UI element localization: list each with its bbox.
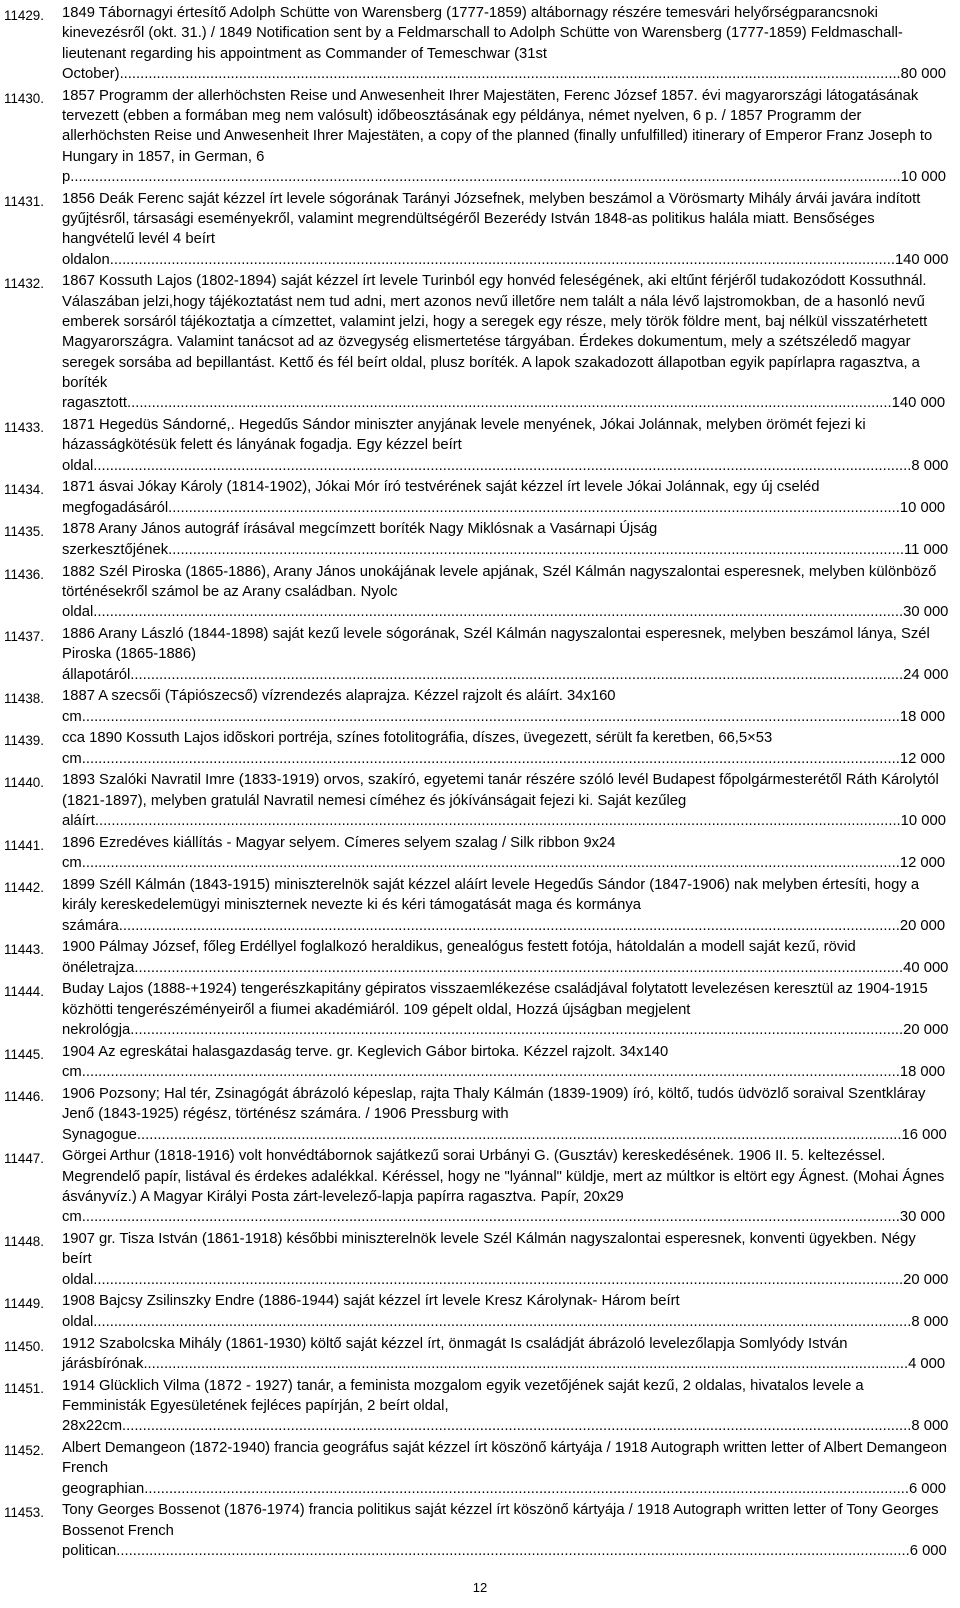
entry-description: Albert Demangeon (1872-1940) francia geográfus saját kézzel írt köszönő kártyája / 1918 Autograph written letter of Albert Demangeon French geographian: [62, 1439, 948, 1497]
entry-leader-dots: .........................................................................................................................................................................................................: [74, 168, 901, 185]
entry-description: 1900 Pálmay József, főleg Erdéllyel foglalkozó heraldikus, genealógus festett fotója, hátoldalán a modell saját kezű, rövid önéletrajza.: [62, 939, 856, 976]
catalog-entry: [0, 686, 960, 727]
entry-description: 1914 Glücklich Vilma (1872 - 1927) tanár, a feminista mozgalom egyik vezetőjének saját kezű, 2 oldalas, hivatalos levele a Femministák Egyesületének fejléces papírján, 2 beírt oldal, 28x22cm.: [62, 1377, 864, 1435]
entry-leader-dots: ..........................................................................................................................................................................................: [143, 1355, 909, 1372]
entry-leader-dots: .................................................................................................................................................................................................: [116, 1542, 910, 1559]
catalog-entry: [0, 875, 960, 936]
entry-number: 11440.: [4, 775, 44, 791]
entry-number: 11451.: [4, 1380, 44, 1396]
entry-price: 20 000: [903, 1022, 949, 1039]
catalog-entry: [0, 1438, 960, 1499]
entry-number: 11447.: [4, 1151, 44, 1167]
entry-description: 1857 Programm der allerhöchsten Reise und Anwesenheit Ihrer Majestäten, Ferenc József 1857. évi magyarországi látogatásának tervezett (ebben a formában meg nem valósult) időbeosztásának egy példánya, német nyelven, 6 p. / 1857 Programm der allerhöchsten Reise und Anwesenheit Ihrer Majestäten, a copy of the planned (finally unfulfilled) itinerary of Emperor Franz Joseph to Hungary in 1857, in German, 6 p.: [62, 87, 933, 185]
entry-price: 16 000: [901, 1126, 947, 1143]
entry-number: 11437.: [4, 628, 44, 644]
entry-price: 40 000: [903, 959, 949, 976]
entry-description: 1904 Az egreskátai halasgazdaság terve. gr. Keglevich Gábor birtoka. Kézzel rajzolt. 34x140 cm: [62, 1043, 669, 1081]
entry-description: 1907 gr. Tisza István (1861-1918) későbbi miniszterelnök levele Szél Kálmán nagyszalontai esperesnek, konventi ügyekben. Négy beírt oldal.: [62, 1231, 916, 1288]
entry-price: 11 000: [904, 541, 949, 558]
entry-number: 11438.: [4, 691, 44, 707]
catalog-entry: [0, 189, 960, 270]
entry-price: 6 000: [908, 1480, 946, 1497]
entry-description: 1906 Pozsony; Hal tér, Zsinagógát ábrázoló képeslap, rajta Thaly Kálmán (1839-1909) író, költő, tudós üdvözlő soraival Szentkláray Jenő (1843-1925) régész, történész számára. / 1906 Pressburg with Synagogue: [62, 1085, 926, 1143]
entry-number: 11441.: [4, 837, 44, 853]
entry-description: 1896 Ezredéves kiállítás - Magyar selyem. Címeres selyem szalag / Silk ribbon 9x24 cm: [62, 834, 616, 872]
entry-description: Görgei Arthur (1818-1916) volt honvédtábornok sajátkezű sorai Urbányi G. (Gusztáv) kereskedésének. 1906 II. 5. keltezéssel. Megrendelő papír, listával és érdekes adalékkal. Kéréssel, hogy ne "lyánnal" küldje, mert az múltkor is eltört egy Ágnest. (Mohai Ágnes ásványvíz.) A Magyar Királyi Posta zárt-levelező-lapja papírra ragasztva. Papír, 20x29 cm.: [62, 1148, 945, 1226]
entry-number: 11450.: [4, 1338, 44, 1354]
entry-body: [62, 686, 948, 727]
entry-price: 18 000: [899, 1064, 946, 1081]
entry-price: 140 000: [891, 395, 946, 412]
catalog-entry: [0, 271, 960, 413]
catalog-entry: [0, 1334, 960, 1375]
entry-description: 1856 Deák Ferenc saját kézzel írt levele sógorának Tarányi Józsefnek, melyben beszámol a Vörösmarty Mihály árvái javára indított gyűjtésről, társasági eseményekről, valamint megrendültségéről Bezerédy István 1848-as politikus halála miatt. Bensőséges hangvételű levél 4 beírt oldalon: [62, 190, 921, 268]
entry-leader-dots: .................................................................................................................................................................................: [172, 499, 900, 516]
entry-leader-dots: ...............................................................................................................................................................................................: [126, 1418, 912, 1435]
entry-number: 11429.: [4, 8, 44, 23]
entry-price: 140 000: [894, 251, 949, 268]
entry-body: [62, 271, 948, 413]
entry-description: Buday Lajos (1888-+1924) tengerészkapitány gépiratos visszaemlékezése családjával folytatott levelezésen keresztül az 1904-1915 közhötti tengerészéményeiről a fiumei akadémiáról. 109 gépelt oldal, Hozzá újságban megjelent nekrológja.: [62, 981, 928, 1039]
entry-body: [62, 937, 948, 978]
entry-leader-dots: ....................................................................................................................................................................................................: [97, 1271, 904, 1288]
entry-body: [62, 189, 948, 270]
entry-number: 11431.: [4, 193, 44, 209]
entry-body: [62, 1334, 948, 1375]
entry-body: [62, 770, 948, 831]
entry-number: 11434.: [4, 482, 44, 498]
entry-description: Tony Georges Bossenot (1876-1974) francia politikus saját kézzel írt köszönő kártyája / 1918 Autograph written letter of Tony Georges Bossenot French politican: [62, 1502, 939, 1559]
entry-price: 10 000: [900, 813, 946, 830]
catalog-entry: [0, 1291, 960, 1332]
entry-number: 11443.: [4, 942, 44, 958]
catalog-entry: [0, 519, 960, 560]
catalog-entry: [0, 3, 960, 84]
entry-price: 80 000: [900, 65, 946, 82]
catalog-entry: [0, 624, 960, 685]
catalog-entry: [0, 728, 960, 769]
entry-leader-dots: .......................................................................................................................................................................................................: [81, 750, 900, 767]
entry-price: 24 000: [903, 666, 949, 683]
entry-body: [62, 1500, 948, 1561]
entry-price: 20 000: [899, 917, 946, 934]
entry-number: 11445.: [4, 1046, 44, 1062]
catalog-entry: [0, 86, 960, 187]
entry-leader-dots: ......................................................................................................................................................................................................: [85, 1209, 900, 1226]
catalog-entry: [0, 1376, 960, 1437]
entry-price: 20 000: [903, 1271, 949, 1288]
entry-body: [62, 477, 948, 518]
entry-leader-dots: ...........................................................................................................................................................................................: [134, 1022, 904, 1039]
entry-number: 11435.: [4, 524, 44, 540]
entry-description: 1867 Kossuth Lajos (1802-1894) saját kézzel írt levele Turinból egy honvéd feleségének, aki eltűnt férjéről tudakozódott Kossuthnál. Válaszában jelzi,hogy tájékoztatást nem tud adni, mert azonos nevű illetőre nem talált a nála lévő lajstromokban, de a hasonló nevű emberek sorsáról tájékoztatja a címzettet, valamint jelzi, hogy a seregek egy része, mely török földre ment, baj nélkül visszatérhetett Magyarországra. Valamint tanácsot ad az özvegység elismertetése tárgyában. Érdekes dokumentum, mely a szétszéledő magyar seregek sorsába ad bepillantást. Kettő és fél beírt oldal, plusz boríték. A lapok szakadozott állapotban egyik papírlapra ragasztva, a boríték ragasztott.: [62, 273, 928, 412]
entry-number: 11436.: [4, 566, 44, 582]
catalog-entry: [0, 1146, 960, 1227]
catalog-entry: [0, 1042, 960, 1083]
entry-body: [62, 1291, 948, 1332]
entry-description: 1871 Hegedüs Sándorné,. Hegedűs Sándor miniszter anyjának levele menyének, Jókai Jolánnak, melyben örömét fejezi ki házasságkötésük felett és lányának fogadja. Egy kézzel beírt oldal.: [62, 416, 866, 474]
catalog-entry: [0, 979, 960, 1040]
entry-leader-dots: ....................................................................................................................................................................................................: [97, 604, 904, 621]
entry-description: 1878 Arany János autográf írásával megcímzett boríték Nagy Miklósnak a Vasárnapi Újság szerkesztőjének.: [62, 521, 658, 558]
entry-description: cca 1890 Kossuth Lajos idõskori portréja, színes fotolitográfia, díszes, üvegezett, sérült fa keretben, 66,5×53 cm: [62, 730, 773, 767]
entry-number: 11446.: [4, 1088, 44, 1104]
catalog-entry: [0, 770, 960, 831]
entry-price: 8 000: [911, 1418, 949, 1435]
entry-leader-dots: ...............................................................................................................................................................................................: [109, 251, 895, 268]
entry-body: [62, 3, 948, 84]
entry-number: 11433.: [4, 419, 44, 435]
entry-price: 18 000: [899, 708, 946, 725]
entry-number: 11449.: [4, 1296, 44, 1312]
catalog-entry: [0, 562, 960, 623]
entry-body: [62, 562, 948, 623]
entry-description: 1887 A szecsői (Tápiószecső) vízrendezés alaprajza. Kézzel rajzolt és aláírt. 34x160 cm: [62, 688, 616, 725]
entry-number: 11442.: [4, 879, 44, 895]
entry-description: 1899 Széll Kálmán (1843-1915) miniszterelnök saját kézzel aláírt levele Hegedűs Sándor (1847-1906) nak melyben értesíti, hogy a király kereskedelemügyi miniszternek nevezte ki és kéri támogatását maga és kormánya számára.: [62, 876, 920, 934]
entry-price: 8 000: [911, 457, 949, 474]
entry-leader-dots: ............................................................................................................................................................................................: [130, 666, 904, 683]
entry-body: [62, 833, 948, 874]
catalog-entry: [0, 1084, 960, 1145]
entry-leader-dots: ..........................................................................................................................................................................................: [136, 1126, 902, 1143]
entry-price: 30 000: [903, 604, 949, 621]
entry-leader-dots: ......................................................................................................................................................................................................: [97, 1313, 912, 1330]
entry-body: [62, 1229, 948, 1290]
page-number: 12: [472, 1580, 488, 1595]
catalog-entry: [0, 415, 960, 476]
entry-price: 12 000: [899, 855, 946, 872]
entry-description: 1893 Szalóki Navratil Imre (1833-1919) orvos, szakíró, egyetemi tanár részére szóló levél Budapest főpolgármesterétől Ráth Károlytól (1821-1897), melyben gratulál Navratil nemesi címéhez és jókívánságait fejezi ki. Saját kezűleg aláírt.: [62, 772, 939, 830]
entry-leader-dots: ..........................................................................................................................................................................................: [144, 1480, 909, 1497]
entry-body: [62, 728, 948, 769]
entry-leader-dots: ..............................................................................................................................................................................................: [119, 65, 901, 82]
entry-number: 11432.: [4, 276, 44, 292]
entry-body: [62, 1042, 948, 1083]
entry-leader-dots: ...................................................................................................................................................................................................: [99, 813, 901, 830]
entry-body: [62, 86, 948, 187]
entry-body: [62, 1438, 948, 1499]
entry-description: 1912 Szabolcska Mihály (1861-1930) költő saját kézzel írt, önmagát Is családját ábrázoló levelezőlapja Somlyódy István járásbírónak: [62, 1335, 848, 1372]
catalog-entry: [0, 1229, 960, 1290]
entry-body: [62, 1146, 948, 1227]
entry-description: 1882 Szél Piroska (1865-1886), Arany János unokájának levele apjának, Szél Kálmán nagyszalontai esperesnek, melyben különböző történésekről számol be az Arany családban. Nyolc oldal.: [62, 563, 937, 621]
catalog-entry: [0, 937, 960, 978]
entry-price: 10 000: [900, 168, 946, 185]
catalog-entries-list: [0, 3, 960, 1563]
entry-body: [62, 519, 948, 560]
entry-body: [62, 1376, 948, 1437]
entry-description: 1849 Tábornagyi értesítő Adolph Schütte von Warensberg (1777-1859) altábornagy részére temesvári helyőrségparancsnoki kinevezésről (okt. 31.) / 1849 Notification sent by a Feldmarschall to Adolph Schütte von Warensberg (1777-1859) Feldmaschall-lieutenant regarding his appointment as Commander of Temeschwar (31st October): [62, 5, 903, 82]
entry-body: [62, 624, 948, 685]
entry-description: 1886 Arany László (1844-1898) saját kezű levele sógorának, Szél Kálmán nagyszalontai esperesnek, melyben beszámol lánya, Szél Piroska (1865-1886) állapotáról: [62, 625, 930, 683]
entry-body: [62, 875, 948, 936]
entry-number: 11452.: [4, 1442, 44, 1458]
catalog-entry: [0, 1500, 960, 1561]
entry-leader-dots: .......................................................................................................................................................................................................: [81, 855, 900, 872]
entry-description: 1871 ásvai Jókay Károly (1814-1902), Jókai Mór író testvérének saját kézzel írt levele Jókai Jolánnak, egy új cseléd megfogadásáról.: [62, 479, 820, 516]
entry-leader-dots: .......................................................................................................................................................................................................: [81, 708, 900, 725]
catalog-entry: [0, 833, 960, 874]
entry-price: 10 000: [899, 499, 946, 516]
entry-body: [62, 415, 948, 476]
catalog-entry: [0, 477, 960, 518]
entry-number: 11444.: [4, 984, 44, 1000]
entry-number: 11453.: [4, 1505, 44, 1521]
entry-price: 8 000: [911, 1313, 949, 1330]
entry-description: 1908 Bajcsy Zsilinszky Endre (1886-1944) saját kézzel írt levele Kresz Károlynak- Három beírt oldal.: [62, 1293, 680, 1330]
entry-leader-dots: .........................................................................................................................................................................................: [131, 395, 892, 412]
entry-leader-dots: ..........................................................................................................................................................................................: [138, 959, 904, 976]
entry-price: 30 000: [899, 1209, 946, 1226]
entry-body: [62, 1084, 948, 1145]
entry-price: 6 000: [909, 1542, 947, 1559]
entry-number: 11439.: [4, 733, 44, 749]
entry-leader-dots: ......................................................................................................................................................................................................: [97, 457, 912, 474]
entry-body: [62, 979, 948, 1040]
entry-price: 4 000: [908, 1355, 946, 1372]
entry-leader-dots: ..................................................................................................................................................................................: [172, 541, 904, 558]
entry-number: 11430.: [4, 90, 44, 106]
entry-leader-dots: .......................................................................................................................................................................................................: [81, 1064, 900, 1081]
entry-number: 11448.: [4, 1234, 44, 1250]
entry-leader-dots: .............................................................................................................................................................................................: [122, 917, 900, 934]
entry-price: 12 000: [899, 750, 946, 767]
